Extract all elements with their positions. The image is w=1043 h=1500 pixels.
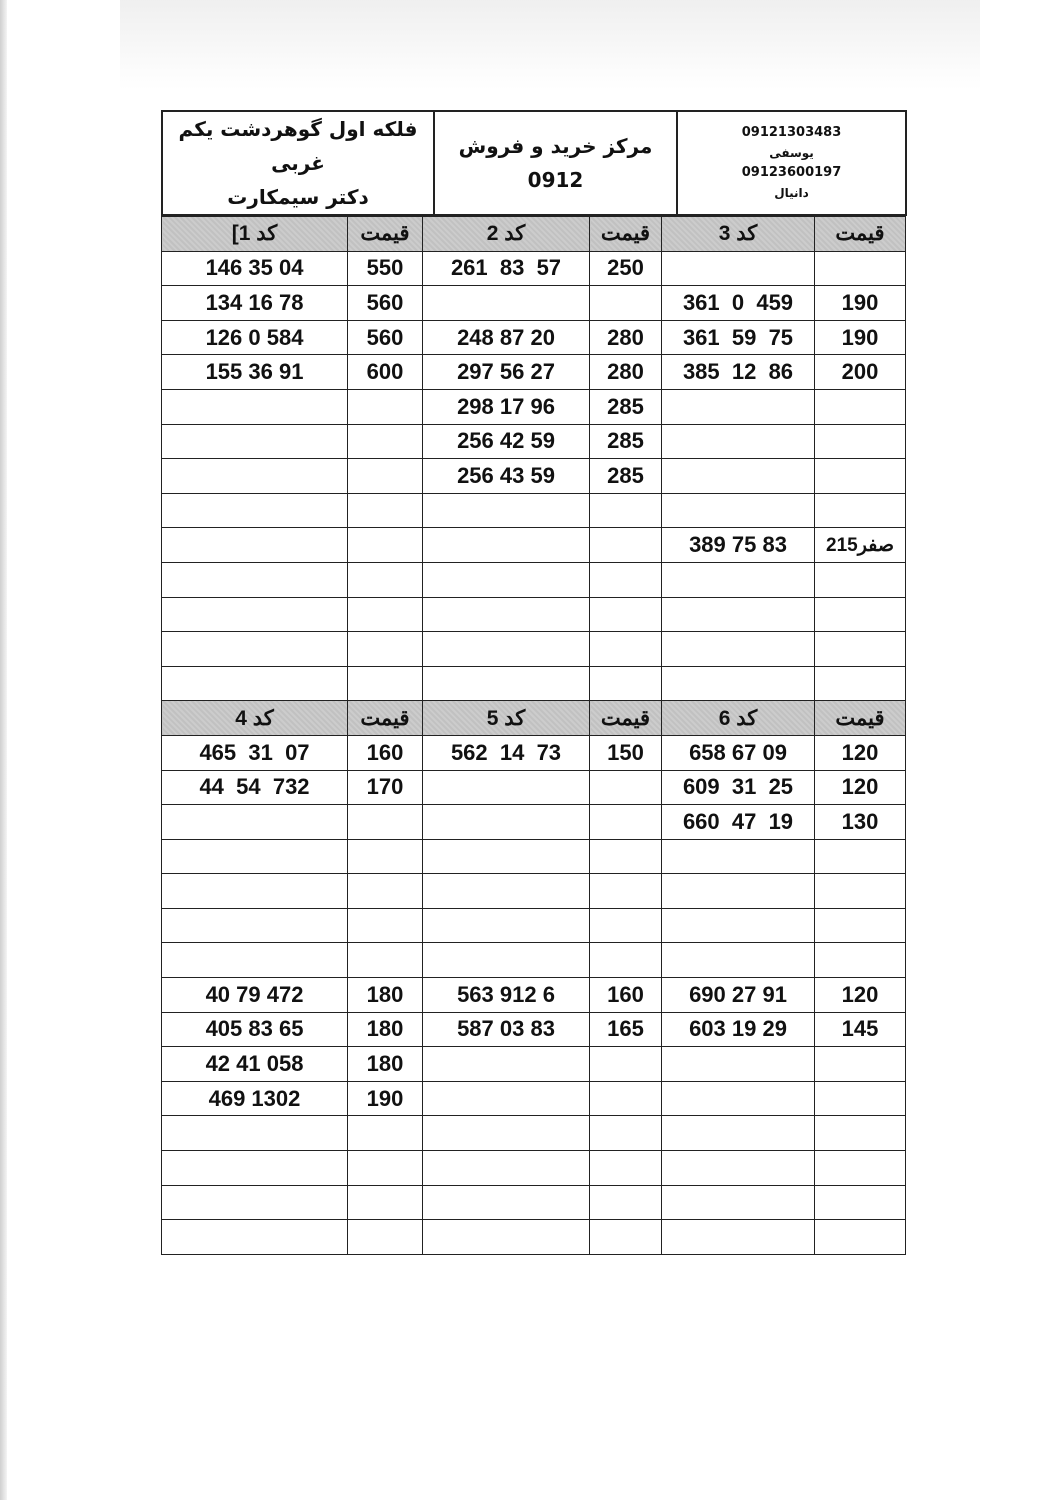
table-row bbox=[162, 459, 906, 494]
column-header: کد 6 bbox=[662, 701, 815, 736]
column-header: قیمت bbox=[590, 701, 662, 736]
code-cell bbox=[662, 1220, 815, 1255]
code-cell bbox=[162, 805, 348, 840]
price-cell bbox=[815, 251, 906, 286]
price-cell bbox=[348, 874, 423, 909]
table-row bbox=[162, 597, 906, 632]
price-cell: 285 bbox=[590, 424, 662, 459]
code-cell: 469 1302 bbox=[162, 1081, 348, 1116]
code-cell bbox=[662, 459, 815, 494]
code-cell: 658 67 09 bbox=[662, 735, 815, 770]
price-cell: 165 bbox=[590, 1012, 662, 1047]
price-cell bbox=[815, 1185, 906, 1220]
price-cell: 190 bbox=[815, 286, 906, 321]
scan-top-shadow bbox=[120, 0, 980, 90]
code-cell bbox=[662, 562, 815, 597]
price-cell: 130 bbox=[815, 805, 906, 840]
table-row bbox=[162, 1012, 906, 1047]
scan-edge-shadow bbox=[0, 0, 7, 1500]
price-cell bbox=[815, 874, 906, 909]
price-cell: 160 bbox=[590, 978, 662, 1013]
table-row bbox=[162, 735, 906, 770]
table-row bbox=[162, 839, 906, 874]
price-cell: 560 bbox=[348, 286, 423, 321]
shop-address-cell bbox=[162, 111, 434, 215]
code-cell bbox=[662, 1081, 815, 1116]
price-cell: 180 bbox=[348, 1012, 423, 1047]
price-cell bbox=[590, 528, 662, 563]
column-header: قیمت bbox=[815, 701, 906, 736]
code-cell bbox=[423, 632, 590, 667]
table-row bbox=[162, 1220, 906, 1255]
price-cell bbox=[590, 286, 662, 321]
table-row bbox=[162, 874, 906, 909]
price-cell bbox=[590, 562, 662, 597]
price-cell bbox=[590, 666, 662, 701]
code-cell: 297 56 27 bbox=[423, 355, 590, 390]
column-header: کد 5 bbox=[423, 701, 590, 736]
price-cell bbox=[590, 805, 662, 840]
price-cell bbox=[815, 424, 906, 459]
column-header: قیمت bbox=[348, 217, 423, 252]
column-header: قیمت bbox=[590, 217, 662, 252]
table-row bbox=[162, 1116, 906, 1151]
price-cell bbox=[590, 1151, 662, 1186]
price-cell bbox=[348, 632, 423, 667]
price-cell bbox=[815, 943, 906, 978]
code-cell bbox=[162, 908, 348, 943]
price-cell: 285 bbox=[590, 459, 662, 494]
code-cell bbox=[423, 1220, 590, 1255]
code-cell bbox=[162, 597, 348, 632]
code-cell: 248 87 20 bbox=[423, 320, 590, 355]
code-cell bbox=[662, 251, 815, 286]
code-cell bbox=[423, 874, 590, 909]
price-cell bbox=[815, 632, 906, 667]
code-cell bbox=[662, 943, 815, 978]
table-row bbox=[162, 320, 906, 355]
price-cell bbox=[590, 908, 662, 943]
code-cell bbox=[662, 389, 815, 424]
contact-phone-1: 09121303483 bbox=[741, 125, 842, 140]
shop-prefix: 0912 bbox=[527, 168, 584, 192]
price-cell bbox=[348, 805, 423, 840]
code-cell bbox=[162, 389, 348, 424]
price-cell: 150 bbox=[590, 735, 662, 770]
code-cell bbox=[662, 839, 815, 874]
price-cell bbox=[815, 839, 906, 874]
price-cell bbox=[815, 1116, 906, 1151]
price-cell bbox=[815, 1151, 906, 1186]
code-cell: 690 27 91 bbox=[662, 978, 815, 1013]
table-row bbox=[162, 424, 906, 459]
code-cell bbox=[662, 632, 815, 667]
price-cell bbox=[348, 459, 423, 494]
code-cell: 40 79 472 bbox=[162, 978, 348, 1013]
price-sheet bbox=[161, 110, 905, 1255]
price-cell: 180 bbox=[348, 978, 423, 1013]
column-header: کد 2 bbox=[423, 217, 590, 252]
price-cell bbox=[348, 493, 423, 528]
code-cell: 256 42 59 bbox=[423, 424, 590, 459]
shop-slogan-cell bbox=[434, 111, 677, 215]
price-cell bbox=[348, 597, 423, 632]
price-cell: 120 bbox=[815, 770, 906, 805]
code-cell bbox=[662, 424, 815, 459]
code-cell bbox=[162, 424, 348, 459]
column-header: کد 3 bbox=[662, 217, 815, 252]
code-cell bbox=[162, 1220, 348, 1255]
price-cell bbox=[348, 839, 423, 874]
code-cell: 587 03 83 bbox=[423, 1012, 590, 1047]
price-cell: 280 bbox=[590, 320, 662, 355]
price-cell: صفر215 bbox=[815, 528, 906, 563]
code-cell bbox=[662, 1185, 815, 1220]
shop-address: فلکه اول گوهردشت یکم غربی bbox=[178, 117, 418, 175]
price-cell bbox=[348, 1116, 423, 1151]
code-cell: 562 14 73 bbox=[423, 735, 590, 770]
price-cell bbox=[815, 562, 906, 597]
table-row bbox=[162, 943, 906, 978]
price-cell: 190 bbox=[348, 1081, 423, 1116]
code-cell bbox=[662, 1151, 815, 1186]
column-header: کد 1] bbox=[162, 217, 348, 252]
code-cell bbox=[423, 1185, 590, 1220]
price-cell bbox=[590, 597, 662, 632]
price-cell bbox=[590, 493, 662, 528]
price-cell: 145 bbox=[815, 1012, 906, 1047]
shop-slogan: مرکز خرید و فروش bbox=[458, 134, 653, 158]
price-cell: 170 bbox=[348, 770, 423, 805]
price-grid bbox=[161, 216, 906, 1255]
price-cell bbox=[348, 1151, 423, 1186]
code-cell bbox=[423, 666, 590, 701]
code-cell bbox=[423, 1151, 590, 1186]
code-cell bbox=[423, 770, 590, 805]
section1-header-row bbox=[162, 217, 906, 252]
code-cell bbox=[162, 943, 348, 978]
price-cell bbox=[815, 908, 906, 943]
price-cell: 160 bbox=[348, 735, 423, 770]
price-cell bbox=[815, 1220, 906, 1255]
code-cell: 155 36 91 bbox=[162, 355, 348, 390]
price-cell bbox=[815, 597, 906, 632]
column-header: قیمت bbox=[815, 217, 906, 252]
code-cell bbox=[662, 874, 815, 909]
code-cell bbox=[162, 562, 348, 597]
price-cell bbox=[348, 943, 423, 978]
price-cell bbox=[348, 562, 423, 597]
table-row bbox=[162, 632, 906, 667]
code-cell bbox=[423, 1116, 590, 1151]
price-cell: 600 bbox=[348, 355, 423, 390]
price-cell bbox=[590, 943, 662, 978]
table-row bbox=[162, 666, 906, 701]
price-cell bbox=[590, 1116, 662, 1151]
code-cell: 134 16 78 bbox=[162, 286, 348, 321]
code-cell bbox=[662, 1047, 815, 1082]
code-cell: 361 59 75 bbox=[662, 320, 815, 355]
code-cell: 385 12 86 bbox=[662, 355, 815, 390]
contact-cell bbox=[677, 111, 906, 215]
table-row bbox=[162, 1185, 906, 1220]
code-cell bbox=[662, 666, 815, 701]
table-row bbox=[162, 286, 906, 321]
price-cell bbox=[815, 493, 906, 528]
code-cell bbox=[662, 493, 815, 528]
code-cell: 261 83 57 bbox=[423, 251, 590, 286]
code-cell bbox=[162, 528, 348, 563]
price-cell: 250 bbox=[590, 251, 662, 286]
code-cell bbox=[423, 597, 590, 632]
price-cell bbox=[815, 1081, 906, 1116]
price-cell: 280 bbox=[590, 355, 662, 390]
code-cell: 609 31 25 bbox=[662, 770, 815, 805]
shop-name: دکتر سیمکارت bbox=[227, 185, 369, 209]
code-cell bbox=[162, 493, 348, 528]
code-cell bbox=[162, 1185, 348, 1220]
code-cell bbox=[662, 1116, 815, 1151]
price-cell bbox=[590, 770, 662, 805]
table-row bbox=[162, 493, 906, 528]
table-row bbox=[162, 1047, 906, 1082]
table-row bbox=[162, 355, 906, 390]
price-cell bbox=[590, 1047, 662, 1082]
price-cell bbox=[815, 459, 906, 494]
code-cell bbox=[423, 493, 590, 528]
code-cell bbox=[162, 1151, 348, 1186]
price-cell bbox=[590, 1220, 662, 1255]
code-cell: 298 17 96 bbox=[423, 389, 590, 424]
code-cell bbox=[162, 874, 348, 909]
price-cell bbox=[348, 908, 423, 943]
code-cell bbox=[423, 943, 590, 978]
price-cell: 180 bbox=[348, 1047, 423, 1082]
contact-name-1: یوسفی bbox=[769, 146, 814, 160]
price-cell bbox=[590, 1081, 662, 1116]
section2-header-row bbox=[162, 701, 906, 736]
price-cell bbox=[590, 874, 662, 909]
code-cell bbox=[162, 1116, 348, 1151]
price-cell: 190 bbox=[815, 320, 906, 355]
column-header: کد 4 bbox=[162, 701, 348, 736]
code-cell bbox=[162, 632, 348, 667]
price-cell bbox=[590, 632, 662, 667]
code-cell: 42 41 058 bbox=[162, 1047, 348, 1082]
code-cell: 563 912 6 bbox=[423, 978, 590, 1013]
code-cell bbox=[423, 908, 590, 943]
code-cell: 44 54 732 bbox=[162, 770, 348, 805]
code-cell bbox=[423, 528, 590, 563]
sheet-header bbox=[161, 110, 907, 216]
price-cell bbox=[348, 666, 423, 701]
code-cell: 361 0 459 bbox=[662, 286, 815, 321]
code-cell: 389 75 83 bbox=[662, 528, 815, 563]
code-cell bbox=[662, 908, 815, 943]
column-header: قیمت bbox=[348, 701, 423, 736]
table-row bbox=[162, 389, 906, 424]
code-cell bbox=[423, 286, 590, 321]
price-cell: 285 bbox=[590, 389, 662, 424]
code-cell bbox=[423, 562, 590, 597]
price-cell bbox=[590, 839, 662, 874]
table-row bbox=[162, 805, 906, 840]
code-cell bbox=[423, 839, 590, 874]
price-cell: 200 bbox=[815, 355, 906, 390]
price-cell bbox=[348, 1220, 423, 1255]
code-cell bbox=[423, 805, 590, 840]
code-cell: 146 35 04 bbox=[162, 251, 348, 286]
code-cell: 126 0 584 bbox=[162, 320, 348, 355]
code-cell bbox=[162, 666, 348, 701]
price-cell: 120 bbox=[815, 735, 906, 770]
price-cell: 560 bbox=[348, 320, 423, 355]
code-cell bbox=[662, 597, 815, 632]
code-cell: 603 19 29 bbox=[662, 1012, 815, 1047]
table-row bbox=[162, 908, 906, 943]
table-row bbox=[162, 528, 906, 563]
price-cell bbox=[348, 528, 423, 563]
table-row bbox=[162, 251, 906, 286]
code-cell bbox=[162, 839, 348, 874]
code-cell bbox=[423, 1047, 590, 1082]
price-cell bbox=[815, 666, 906, 701]
code-cell: 256 43 59 bbox=[423, 459, 590, 494]
table-row bbox=[162, 1081, 906, 1116]
price-cell: 120 bbox=[815, 978, 906, 1013]
price-cell bbox=[590, 1185, 662, 1220]
price-cell bbox=[348, 424, 423, 459]
code-cell: 465 31 07 bbox=[162, 735, 348, 770]
code-cell: 660 47 19 bbox=[662, 805, 815, 840]
price-cell bbox=[348, 389, 423, 424]
price-cell bbox=[815, 1047, 906, 1082]
table-row bbox=[162, 1151, 906, 1186]
price-cell: 550 bbox=[348, 251, 423, 286]
code-cell bbox=[423, 1081, 590, 1116]
table-row bbox=[162, 978, 906, 1013]
code-cell: 405 83 65 bbox=[162, 1012, 348, 1047]
table-row bbox=[162, 770, 906, 805]
code-cell bbox=[162, 459, 348, 494]
price-cell bbox=[348, 1185, 423, 1220]
contact-name-2: دانیال bbox=[774, 186, 809, 200]
contact-phone-2: 09123600197 bbox=[741, 165, 842, 180]
price-cell bbox=[815, 389, 906, 424]
table-row bbox=[162, 562, 906, 597]
